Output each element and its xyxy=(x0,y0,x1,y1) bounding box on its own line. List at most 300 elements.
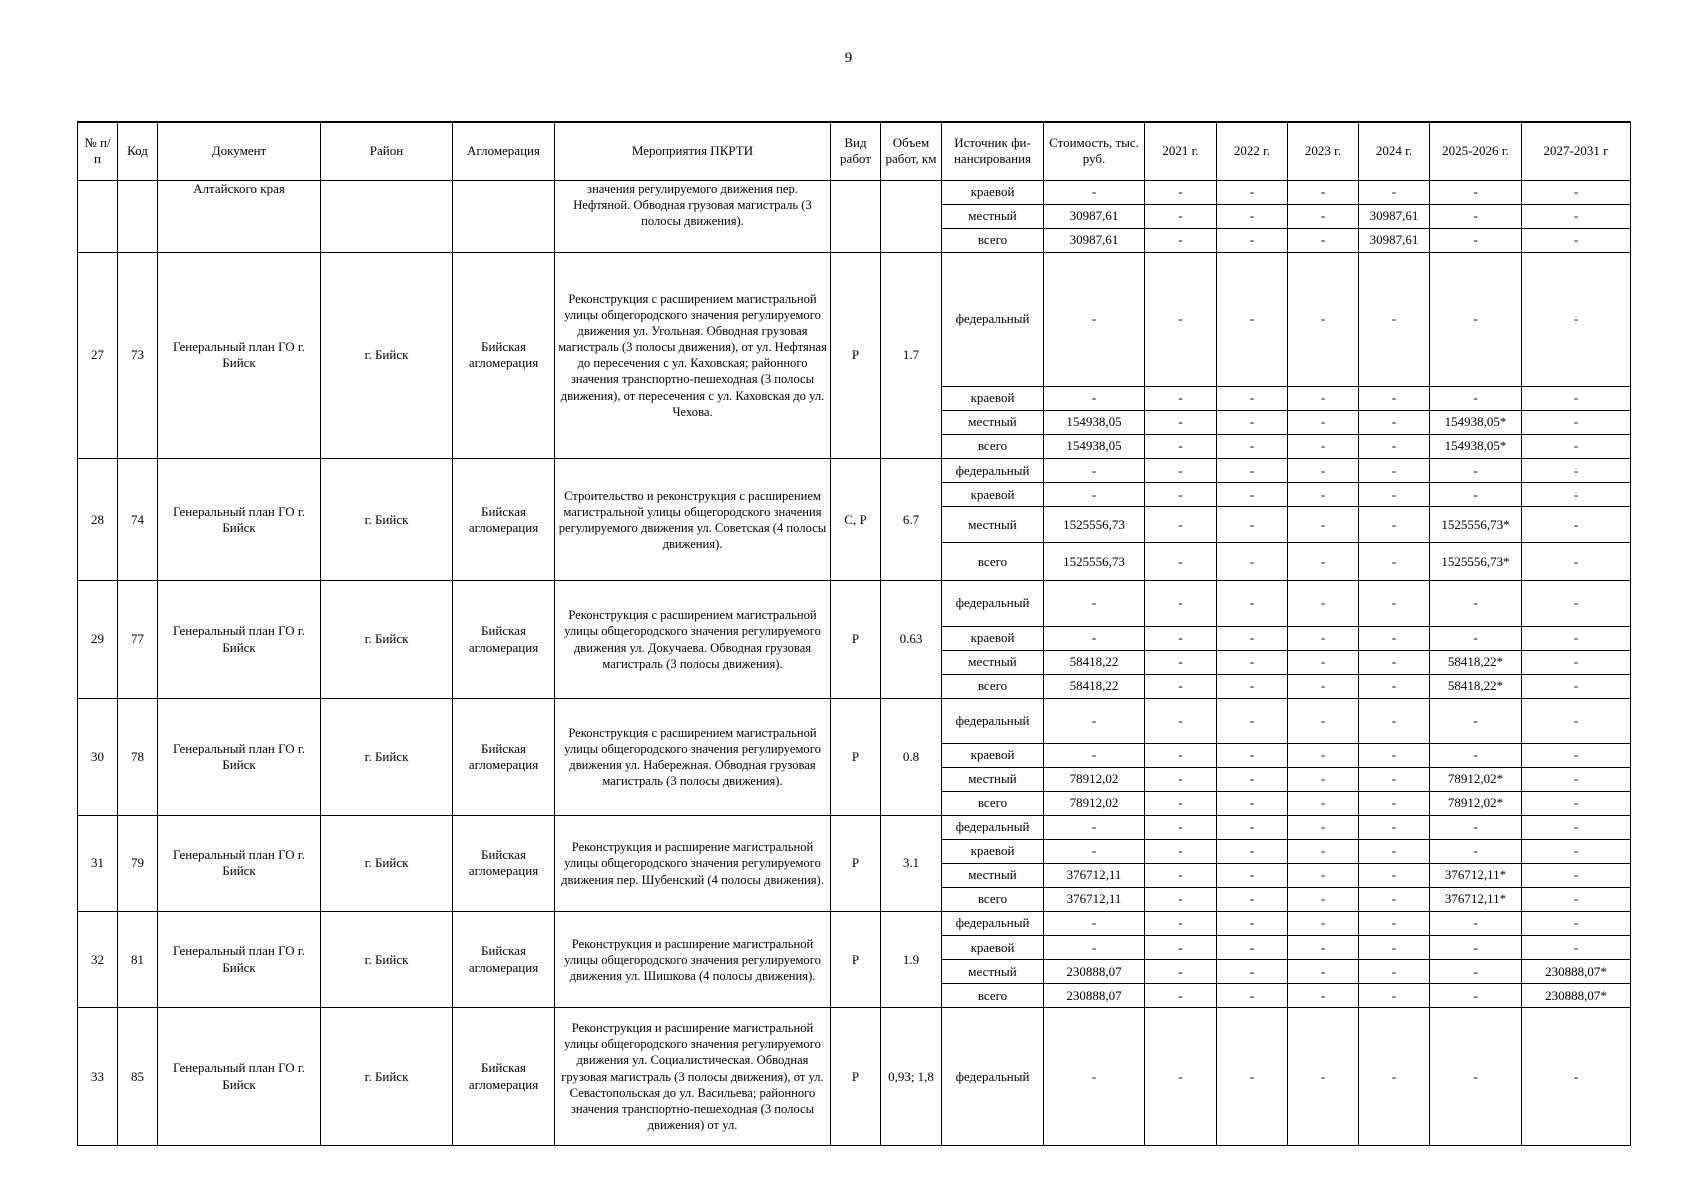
y2022-cell: - xyxy=(1217,386,1288,410)
y2027-2031-cell: - xyxy=(1522,650,1631,674)
y2021-cell: - xyxy=(1145,650,1217,674)
num-cell: 31 xyxy=(78,815,118,911)
y2023-cell: - xyxy=(1288,581,1359,626)
work-type-cell xyxy=(831,180,881,252)
y2025-2026-cell: - xyxy=(1430,698,1522,743)
y2024-cell: - xyxy=(1359,626,1430,650)
y2027-2031-cell: 230888,07* xyxy=(1522,984,1631,1008)
y2027-2031-cell: - xyxy=(1522,252,1631,386)
y2023-cell: - xyxy=(1288,411,1359,435)
y2023-cell: - xyxy=(1288,1008,1359,1146)
cost-cell: - xyxy=(1044,386,1145,410)
y2021-cell: - xyxy=(1145,386,1217,410)
source-regional: краевой xyxy=(942,936,1044,960)
y2023-cell: - xyxy=(1288,459,1359,483)
y2027-2031-cell: - xyxy=(1522,936,1631,960)
volume-cell: 1.9 xyxy=(881,912,942,1008)
volume-cell xyxy=(881,180,942,252)
y2025-2026-cell: - xyxy=(1430,483,1522,507)
y2027-2031-cell: - xyxy=(1522,386,1631,410)
cost-cell: - xyxy=(1044,936,1145,960)
y2023-cell: - xyxy=(1288,626,1359,650)
y2027-2031-cell: 230888,07* xyxy=(1522,960,1631,984)
y2023-cell: - xyxy=(1288,483,1359,507)
y2021-cell: - xyxy=(1145,839,1217,863)
y2027-2031-cell: - xyxy=(1522,674,1631,698)
code-cell: 79 xyxy=(118,815,158,911)
table-header-row xyxy=(78,122,1631,180)
y2027-2031-cell: - xyxy=(1522,581,1631,626)
source-local: местный xyxy=(942,863,1044,887)
cost-cell: - xyxy=(1044,581,1145,626)
cost-cell: 376712,11 xyxy=(1044,888,1145,912)
num-cell: 33 xyxy=(78,1008,118,1146)
cost-cell: 154938,05 xyxy=(1044,435,1145,459)
y2022-cell: - xyxy=(1217,483,1288,507)
measure-cell: Реконструкция и расширение магистральной улицы общегородского значения регулируемого движения пер. Шубенский (4 полосы движения). xyxy=(555,815,831,911)
cost-cell: - xyxy=(1044,743,1145,767)
y2021-cell: - xyxy=(1145,791,1217,815)
y2023-cell: - xyxy=(1288,543,1359,581)
y2022-cell: - xyxy=(1217,252,1288,386)
y2025-2026-cell: - xyxy=(1430,204,1522,228)
y2022-cell: - xyxy=(1217,180,1288,204)
y2027-2031-cell: - xyxy=(1522,411,1631,435)
num-cell: 29 xyxy=(78,581,118,698)
y2024-cell: 30987,61 xyxy=(1359,204,1430,228)
y2023-cell: - xyxy=(1288,228,1359,252)
y2024-cell: - xyxy=(1359,912,1430,936)
y2027-2031-cell: - xyxy=(1522,767,1631,791)
cost-cell: 58418,22 xyxy=(1044,674,1145,698)
y2022-cell: - xyxy=(1217,698,1288,743)
y2021-cell: - xyxy=(1145,912,1217,936)
col-source-header: Источник фи-нансирования xyxy=(942,122,1044,180)
document-cell: Генеральный план ГО г. Бийск xyxy=(158,912,321,1008)
code-cell: 78 xyxy=(118,698,158,815)
document-cell: Генеральный план ГО г. Бийск xyxy=(158,815,321,911)
y2024-cell: - xyxy=(1359,543,1430,581)
y2021-cell: - xyxy=(1145,626,1217,650)
source-total: всего xyxy=(942,228,1044,252)
y2021-cell: - xyxy=(1145,411,1217,435)
y2023-cell: - xyxy=(1288,698,1359,743)
y2024-cell: - xyxy=(1359,888,1430,912)
y2023-cell: - xyxy=(1288,863,1359,887)
cost-cell: 1525556,73 xyxy=(1044,507,1145,543)
y2027-2031-cell: - xyxy=(1522,204,1631,228)
table-row xyxy=(78,180,1631,204)
y2021-cell: - xyxy=(1145,435,1217,459)
code-cell: 85 xyxy=(118,1008,158,1146)
y2024-cell: - xyxy=(1359,459,1430,483)
y2025-2026-cell: - xyxy=(1430,228,1522,252)
work-type-cell: Р xyxy=(831,815,881,911)
y2025-2026-cell: 78912,02* xyxy=(1430,767,1522,791)
source-total: всего xyxy=(942,435,1044,459)
cost-cell: 230888,07 xyxy=(1044,984,1145,1008)
y2027-2031-cell: - xyxy=(1522,507,1631,543)
source-local: местный xyxy=(942,204,1044,228)
y2025-2026-cell: 58418,22* xyxy=(1430,650,1522,674)
y2027-2031-cell: - xyxy=(1522,791,1631,815)
y2027-2031-cell: - xyxy=(1522,1008,1631,1146)
source-regional: краевой xyxy=(942,386,1044,410)
district-cell xyxy=(321,180,453,252)
col-2023-header: 2023 г. xyxy=(1288,122,1359,180)
source-local: местный xyxy=(942,507,1044,543)
cost-cell: - xyxy=(1044,180,1145,204)
cost-cell: 154938,05 xyxy=(1044,411,1145,435)
y2022-cell: - xyxy=(1217,228,1288,252)
table-row xyxy=(78,581,1631,626)
y2021-cell: - xyxy=(1145,204,1217,228)
y2024-cell: - xyxy=(1359,839,1430,863)
y2023-cell: - xyxy=(1288,650,1359,674)
table-row xyxy=(78,1008,1631,1146)
y2027-2031-cell: - xyxy=(1522,180,1631,204)
col-agglomeration-header: Агломерация xyxy=(453,122,555,180)
y2027-2031-cell: - xyxy=(1522,228,1631,252)
table-row xyxy=(78,698,1631,743)
cost-cell: - xyxy=(1044,626,1145,650)
volume-cell: 6.7 xyxy=(881,459,942,581)
y2024-cell: - xyxy=(1359,507,1430,543)
source-local: местный xyxy=(942,411,1044,435)
y2024-cell: - xyxy=(1359,1008,1430,1146)
y2024-cell: - xyxy=(1359,483,1430,507)
y2027-2031-cell: - xyxy=(1522,483,1631,507)
y2022-cell: - xyxy=(1217,888,1288,912)
y2023-cell: - xyxy=(1288,888,1359,912)
source-total: всего xyxy=(942,984,1044,1008)
y2021-cell: - xyxy=(1145,483,1217,507)
y2025-2026-cell: 1525556,73* xyxy=(1430,543,1522,581)
col-2024-header: 2024 г. xyxy=(1359,122,1430,180)
y2023-cell: - xyxy=(1288,936,1359,960)
y2024-cell: - xyxy=(1359,815,1430,839)
agglomeration-cell: Бийская агломерация xyxy=(453,698,555,815)
y2022-cell: - xyxy=(1217,791,1288,815)
y2023-cell: - xyxy=(1288,984,1359,1008)
y2022-cell: - xyxy=(1217,743,1288,767)
y2025-2026-cell: - xyxy=(1430,581,1522,626)
y2023-cell: - xyxy=(1288,960,1359,984)
source-regional: краевой xyxy=(942,483,1044,507)
col-code-header: Код xyxy=(118,122,158,180)
table-row xyxy=(78,459,1631,483)
y2024-cell: - xyxy=(1359,674,1430,698)
y2025-2026-cell: - xyxy=(1430,815,1522,839)
y2021-cell: - xyxy=(1145,180,1217,204)
y2023-cell: - xyxy=(1288,252,1359,386)
cost-cell: 30987,61 xyxy=(1044,228,1145,252)
y2021-cell: - xyxy=(1145,543,1217,581)
y2024-cell: - xyxy=(1359,581,1430,626)
y2025-2026-cell: - xyxy=(1430,180,1522,204)
y2023-cell: - xyxy=(1288,180,1359,204)
y2027-2031-cell: - xyxy=(1522,912,1631,936)
y2021-cell: - xyxy=(1145,888,1217,912)
district-cell: г. Бийск xyxy=(321,581,453,698)
source-local: местный xyxy=(942,767,1044,791)
y2024-cell: - xyxy=(1359,386,1430,410)
y2027-2031-cell: - xyxy=(1522,459,1631,483)
cost-cell: - xyxy=(1044,698,1145,743)
program-table xyxy=(77,121,1631,1146)
table-row xyxy=(78,815,1631,839)
y2027-2031-cell: - xyxy=(1522,435,1631,459)
y2025-2026-cell: - xyxy=(1430,743,1522,767)
y2025-2026-cell: 376712,11* xyxy=(1430,888,1522,912)
y2025-2026-cell: 154938,05* xyxy=(1430,435,1522,459)
y2027-2031-cell: - xyxy=(1522,839,1631,863)
y2025-2026-cell: - xyxy=(1430,386,1522,410)
y2027-2031-cell: - xyxy=(1522,815,1631,839)
y2021-cell: - xyxy=(1145,743,1217,767)
y2022-cell: - xyxy=(1217,863,1288,887)
y2025-2026-cell: - xyxy=(1430,252,1522,386)
document-cell: Генеральный план ГО г. Бийск xyxy=(158,459,321,581)
source-federal: федеральный xyxy=(942,912,1044,936)
num-cell: 30 xyxy=(78,698,118,815)
y2025-2026-cell: 154938,05* xyxy=(1430,411,1522,435)
y2024-cell: 30987,61 xyxy=(1359,228,1430,252)
work-type-cell: С, Р xyxy=(831,459,881,581)
district-cell: г. Бийск xyxy=(321,698,453,815)
y2025-2026-cell: - xyxy=(1430,626,1522,650)
work-type-cell: Р xyxy=(831,252,881,458)
code-cell: 77 xyxy=(118,581,158,698)
y2022-cell: - xyxy=(1217,581,1288,626)
source-regional: краевой xyxy=(942,743,1044,767)
y2022-cell: - xyxy=(1217,411,1288,435)
source-federal: федеральный xyxy=(942,1008,1044,1146)
y2022-cell: - xyxy=(1217,507,1288,543)
measure-cell: Реконструкция с расширением магистральной улицы общегородского значения регулируемого движения ул. Угольная. Обводная грузовая магистраль (3 полосы движения), от ул. Нефтяная до пересечения с ул. Каховская; районного значения транспортно-пешеходная (3 полосы движения), от пересечения с ул. Каховская до ул. Чехова. xyxy=(555,252,831,458)
document-cell: Генеральный план ГО г. Бийск xyxy=(158,698,321,815)
measure-cell: Реконструкция и расширение магистральной улицы общегородского значения регулируемого движения ул. Социалистическая. Обводная грузовая магистраль (3 полосы движения), от ул. Севастопольская до ул. Васильева; районного значения транспортно-пешеходная (3 полосы движения) от ул. xyxy=(555,1008,831,1146)
volume-cell: 0.63 xyxy=(881,581,942,698)
agglomeration-cell: Бийская агломерация xyxy=(453,912,555,1008)
y2025-2026-cell: - xyxy=(1430,936,1522,960)
y2027-2031-cell: - xyxy=(1522,888,1631,912)
agglomeration-cell: Бийская агломерация xyxy=(453,252,555,458)
y2022-cell: - xyxy=(1217,543,1288,581)
source-total: всего xyxy=(942,674,1044,698)
cost-cell: - xyxy=(1044,839,1145,863)
cost-cell: - xyxy=(1044,912,1145,936)
volume-cell: 1.7 xyxy=(881,252,942,458)
y2023-cell: - xyxy=(1288,204,1359,228)
y2021-cell: - xyxy=(1145,698,1217,743)
y2023-cell: - xyxy=(1288,791,1359,815)
col-cost-header: Стоимость, тыс. руб. xyxy=(1044,122,1145,180)
y2023-cell: - xyxy=(1288,674,1359,698)
col-measure-header: Мероприятия ПКРТИ xyxy=(555,122,831,180)
measure-cell: значения регулируемого движения пер. Нефтяной. Обводная грузовая магистраль (3 полосы движения). xyxy=(555,180,831,252)
col-work-type-header: Вид работ xyxy=(831,122,881,180)
y2022-cell: - xyxy=(1217,960,1288,984)
y2025-2026-cell: - xyxy=(1430,984,1522,1008)
y2021-cell: - xyxy=(1145,252,1217,386)
y2024-cell: - xyxy=(1359,180,1430,204)
y2024-cell: - xyxy=(1359,743,1430,767)
y2021-cell: - xyxy=(1145,507,1217,543)
y2021-cell: - xyxy=(1145,767,1217,791)
cost-cell: 30987,61 xyxy=(1044,204,1145,228)
document-cell: Алтайского края xyxy=(158,180,321,252)
y2024-cell: - xyxy=(1359,435,1430,459)
measure-cell: Реконструкция с расширением магистральной улицы общегородского значения регулируемого движения ул. Набережная. Обводная грузовая магистраль (3 полосы движения). xyxy=(555,698,831,815)
measure-cell: Строительство и реконструкция с расширением магистральной улицы общегородского значения регулируемого движения ул. Советская (4 полосы движения). xyxy=(555,459,831,581)
volume-cell: 3.1 xyxy=(881,815,942,911)
y2022-cell: - xyxy=(1217,815,1288,839)
y2022-cell: - xyxy=(1217,650,1288,674)
source-local: местный xyxy=(942,650,1044,674)
num-cell xyxy=(78,180,118,252)
y2023-cell: - xyxy=(1288,743,1359,767)
source-local: местный xyxy=(942,960,1044,984)
y2022-cell: - xyxy=(1217,674,1288,698)
y2027-2031-cell: - xyxy=(1522,743,1631,767)
y2021-cell: - xyxy=(1145,936,1217,960)
y2023-cell: - xyxy=(1288,507,1359,543)
y2024-cell: - xyxy=(1359,791,1430,815)
y2021-cell: - xyxy=(1145,674,1217,698)
y2023-cell: - xyxy=(1288,435,1359,459)
y2025-2026-cell: 58418,22* xyxy=(1430,674,1522,698)
cost-cell: 58418,22 xyxy=(1044,650,1145,674)
num-cell: 32 xyxy=(78,912,118,1008)
source-regional: краевой xyxy=(942,839,1044,863)
table-row xyxy=(78,912,1631,936)
volume-cell: 0,93; 1,8 xyxy=(881,1008,942,1146)
y2024-cell: - xyxy=(1359,863,1430,887)
y2024-cell: - xyxy=(1359,960,1430,984)
y2022-cell: - xyxy=(1217,435,1288,459)
y2021-cell: - xyxy=(1145,815,1217,839)
y2023-cell: - xyxy=(1288,386,1359,410)
col-2021-header: 2021 г. xyxy=(1145,122,1217,180)
y2025-2026-cell: 78912,02* xyxy=(1430,791,1522,815)
source-federal: федеральный xyxy=(942,698,1044,743)
y2022-cell: - xyxy=(1217,626,1288,650)
cost-cell: 78912,02 xyxy=(1044,791,1145,815)
y2022-cell: - xyxy=(1217,839,1288,863)
y2021-cell: - xyxy=(1145,459,1217,483)
measure-cell: Реконструкция и расширение магистральной улицы общегородского значения регулируемого движения ул. Шишкова (4 полосы движения). xyxy=(555,912,831,1008)
cost-cell: 376712,11 xyxy=(1044,863,1145,887)
page-number: 9 xyxy=(844,50,853,66)
y2021-cell: - xyxy=(1145,581,1217,626)
cost-cell: 230888,07 xyxy=(1044,960,1145,984)
y2023-cell: - xyxy=(1288,767,1359,791)
y2023-cell: - xyxy=(1288,839,1359,863)
agglomeration-cell: Бийская агломерация xyxy=(453,459,555,581)
work-type-cell: Р xyxy=(831,1008,881,1146)
district-cell: г. Бийск xyxy=(321,252,453,458)
y2022-cell: - xyxy=(1217,912,1288,936)
source-total: всего xyxy=(942,543,1044,581)
col-volume-header: Объем работ, км xyxy=(881,122,942,180)
y2021-cell: - xyxy=(1145,228,1217,252)
y2024-cell: - xyxy=(1359,936,1430,960)
document-cell: Генеральный план ГО г. Бийск xyxy=(158,581,321,698)
agglomeration-cell: Бийская агломерация xyxy=(453,1008,555,1146)
work-type-cell: Р xyxy=(831,698,881,815)
y2024-cell: - xyxy=(1359,767,1430,791)
col-num-header: № п/п xyxy=(78,122,118,180)
cost-cell: 1525556,73 xyxy=(1044,543,1145,581)
y2025-2026-cell: 1525556,73* xyxy=(1430,507,1522,543)
volume-cell: 0.8 xyxy=(881,698,942,815)
source-total: всего xyxy=(942,791,1044,815)
source-federal: федеральный xyxy=(942,581,1044,626)
agglomeration-cell xyxy=(453,180,555,252)
col-document-header: Документ xyxy=(158,122,321,180)
document-cell: Генеральный план ГО г. Бийск xyxy=(158,1008,321,1146)
source-federal: федеральный xyxy=(942,815,1044,839)
table-row xyxy=(78,252,1631,386)
y2025-2026-cell: - xyxy=(1430,459,1522,483)
y2024-cell: - xyxy=(1359,650,1430,674)
work-type-cell: Р xyxy=(831,581,881,698)
agglomeration-cell: Бийская агломерация xyxy=(453,581,555,698)
col-2025-2026-header: 2025-2026 г. xyxy=(1430,122,1522,180)
y2025-2026-cell: - xyxy=(1430,839,1522,863)
y2022-cell: - xyxy=(1217,204,1288,228)
y2025-2026-cell: - xyxy=(1430,1008,1522,1146)
district-cell: г. Бийск xyxy=(321,1008,453,1146)
y2023-cell: - xyxy=(1288,815,1359,839)
cost-cell: - xyxy=(1044,252,1145,386)
district-cell: г. Бийск xyxy=(321,912,453,1008)
code-cell: 81 xyxy=(118,912,158,1008)
y2022-cell: - xyxy=(1217,1008,1288,1146)
y2022-cell: - xyxy=(1217,459,1288,483)
y2025-2026-cell: - xyxy=(1430,960,1522,984)
y2024-cell: - xyxy=(1359,984,1430,1008)
measure-cell: Реконструкция с расширением магистральной улицы общегородского значения регулируемого движения ул. Докучаева. Обводная грузовая магистраль (3 полосы движения). xyxy=(555,581,831,698)
y2021-cell: - xyxy=(1145,984,1217,1008)
cost-cell: - xyxy=(1044,483,1145,507)
y2022-cell: - xyxy=(1217,984,1288,1008)
y2022-cell: - xyxy=(1217,936,1288,960)
y2021-cell: - xyxy=(1145,1008,1217,1146)
work-type-cell: Р xyxy=(831,912,881,1008)
num-cell: 27 xyxy=(78,252,118,458)
col-2022-header: 2022 г. xyxy=(1217,122,1288,180)
y2021-cell: - xyxy=(1145,863,1217,887)
cost-cell: - xyxy=(1044,815,1145,839)
document-cell: Генеральный план ГО г. Бийск xyxy=(158,252,321,458)
y2027-2031-cell: - xyxy=(1522,626,1631,650)
y2024-cell: - xyxy=(1359,698,1430,743)
code-cell: 74 xyxy=(118,459,158,581)
source-federal: федеральный xyxy=(942,459,1044,483)
code-cell: 73 xyxy=(118,252,158,458)
y2025-2026-cell: 376712,11* xyxy=(1430,863,1522,887)
y2024-cell: - xyxy=(1359,411,1430,435)
num-cell: 28 xyxy=(78,459,118,581)
y2023-cell: - xyxy=(1288,912,1359,936)
col-district-header: Район xyxy=(321,122,453,180)
y2021-cell: - xyxy=(1145,960,1217,984)
district-cell: г. Бийск xyxy=(321,459,453,581)
cost-cell: - xyxy=(1044,459,1145,483)
source-total: всего xyxy=(942,888,1044,912)
